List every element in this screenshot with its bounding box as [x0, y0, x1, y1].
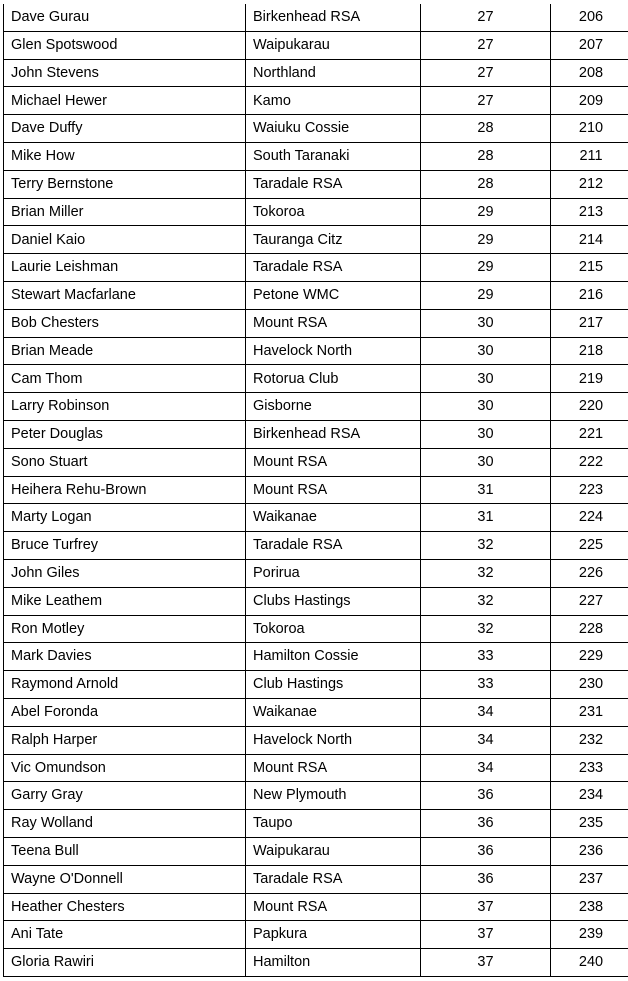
player-name-cell: Heather Chesters [4, 893, 246, 921]
club-cell: Club Hastings [246, 671, 421, 699]
rank-cell: 235 [551, 810, 628, 838]
rank-cell: 208 [551, 59, 628, 87]
rank-cell: 219 [551, 365, 628, 393]
table-row [4, 59, 628, 87]
player-name-cell: Stewart Macfarlane [4, 281, 246, 309]
rank-cell: 212 [551, 170, 628, 198]
score-cell: 30 [421, 337, 551, 365]
rank-cell: 215 [551, 254, 628, 282]
player-name-cell: Abel Foronda [4, 698, 246, 726]
club-cell: Taradale RSA [246, 254, 421, 282]
player-name-cell: Cam Thom [4, 365, 246, 393]
rank-cell: 210 [551, 115, 628, 143]
club-cell: Waikanae [246, 698, 421, 726]
table-row [4, 309, 628, 337]
rank-cell: 234 [551, 782, 628, 810]
score-cell: 27 [421, 31, 551, 59]
rank-cell: 232 [551, 726, 628, 754]
table-row [4, 115, 628, 143]
club-cell: New Plymouth [246, 782, 421, 810]
score-cell: 27 [421, 87, 551, 115]
score-cell: 32 [421, 587, 551, 615]
player-name-cell: Ani Tate [4, 921, 246, 949]
club-cell: South Taranaki [246, 142, 421, 170]
club-cell: Petone WMC [246, 281, 421, 309]
score-cell: 29 [421, 254, 551, 282]
player-name-cell: Mark Davies [4, 643, 246, 671]
rank-cell: 222 [551, 448, 628, 476]
rank-cell: 231 [551, 698, 628, 726]
rank-cell: 223 [551, 476, 628, 504]
table-row [4, 726, 628, 754]
club-cell: Kamo [246, 87, 421, 115]
table-row [4, 170, 628, 198]
score-cell: 37 [421, 893, 551, 921]
club-cell: Tauranga Citz [246, 226, 421, 254]
rank-cell: 225 [551, 532, 628, 560]
player-name-cell: Mike Leathem [4, 587, 246, 615]
rank-cell: 216 [551, 281, 628, 309]
club-cell: Clubs Hastings [246, 587, 421, 615]
club-cell: Birkenhead RSA [246, 4, 421, 31]
player-name-cell: Vic Omundson [4, 754, 246, 782]
table-row [4, 810, 628, 838]
score-cell: 34 [421, 726, 551, 754]
score-cell: 36 [421, 810, 551, 838]
table-row [4, 921, 628, 949]
table-row [4, 532, 628, 560]
score-cell: 32 [421, 559, 551, 587]
table-row [4, 87, 628, 115]
club-cell: Mount RSA [246, 754, 421, 782]
table-row [4, 4, 628, 31]
club-cell: Taradale RSA [246, 865, 421, 893]
table-row [4, 226, 628, 254]
club-cell: Gisborne [246, 393, 421, 421]
club-cell: Havelock North [246, 726, 421, 754]
player-name-cell: Ray Wolland [4, 810, 246, 838]
score-cell: 31 [421, 476, 551, 504]
table-row [4, 504, 628, 532]
player-name-cell: Laurie Leishman [4, 254, 246, 282]
rank-cell: 227 [551, 587, 628, 615]
rank-cell: 236 [551, 837, 628, 865]
club-cell: Taradale RSA [246, 532, 421, 560]
rank-cell: 229 [551, 643, 628, 671]
rank-cell: 221 [551, 420, 628, 448]
club-cell: Mount RSA [246, 476, 421, 504]
player-name-cell: Garry Gray [4, 782, 246, 810]
table-row [4, 198, 628, 226]
results-table-body [4, 4, 628, 976]
score-cell: 34 [421, 754, 551, 782]
player-name-cell: Ralph Harper [4, 726, 246, 754]
table-row [4, 615, 628, 643]
score-cell: 36 [421, 865, 551, 893]
score-cell: 34 [421, 698, 551, 726]
player-name-cell: Marty Logan [4, 504, 246, 532]
table-row [4, 587, 628, 615]
score-cell: 33 [421, 671, 551, 699]
score-cell: 27 [421, 59, 551, 87]
club-cell: Waipukarau [246, 837, 421, 865]
score-cell: 29 [421, 226, 551, 254]
player-name-cell: Raymond Arnold [4, 671, 246, 699]
table-row [4, 559, 628, 587]
player-name-cell: Daniel Kaio [4, 226, 246, 254]
table-row [4, 393, 628, 421]
club-cell: Northland [246, 59, 421, 87]
table-row [4, 865, 628, 893]
player-name-cell: Glen Spotswood [4, 31, 246, 59]
rank-cell: 214 [551, 226, 628, 254]
score-cell: 30 [421, 309, 551, 337]
club-cell: Papkura [246, 921, 421, 949]
score-cell: 30 [421, 393, 551, 421]
score-cell: 28 [421, 142, 551, 170]
player-name-cell: Wayne O'Donnell [4, 865, 246, 893]
player-name-cell: Gloria Rawiri [4, 949, 246, 977]
table-row [4, 893, 628, 921]
table-row [4, 337, 628, 365]
club-cell: Waipukarau [246, 31, 421, 59]
table-row [4, 281, 628, 309]
table-row [4, 420, 628, 448]
player-name-cell: Sono Stuart [4, 448, 246, 476]
score-cell: 36 [421, 782, 551, 810]
score-cell: 27 [421, 4, 551, 31]
player-name-cell: Dave Duffy [4, 115, 246, 143]
rank-cell: 228 [551, 615, 628, 643]
player-name-cell: Larry Robinson [4, 393, 246, 421]
score-cell: 28 [421, 170, 551, 198]
player-name-cell: Terry Bernstone [4, 170, 246, 198]
player-name-cell: Bob Chesters [4, 309, 246, 337]
score-cell: 28 [421, 115, 551, 143]
rank-cell: 230 [551, 671, 628, 699]
table-row [4, 643, 628, 671]
rank-cell: 240 [551, 949, 628, 977]
club-cell: Mount RSA [246, 893, 421, 921]
player-name-cell: Heihera Rehu-Brown [4, 476, 246, 504]
club-cell: Porirua [246, 559, 421, 587]
rank-cell: 213 [551, 198, 628, 226]
table-row [4, 448, 628, 476]
player-name-cell: Brian Meade [4, 337, 246, 365]
rank-cell: 220 [551, 393, 628, 421]
club-cell: Waikanae [246, 504, 421, 532]
player-name-cell: Peter Douglas [4, 420, 246, 448]
score-cell: 32 [421, 615, 551, 643]
score-cell: 30 [421, 365, 551, 393]
score-cell: 29 [421, 281, 551, 309]
score-cell: 32 [421, 532, 551, 560]
rank-cell: 238 [551, 893, 628, 921]
player-name-cell: Dave Gurau [4, 4, 246, 31]
club-cell: Havelock North [246, 337, 421, 365]
rank-cell: 207 [551, 31, 628, 59]
player-name-cell: John Giles [4, 559, 246, 587]
rank-cell: 218 [551, 337, 628, 365]
rank-cell: 211 [551, 142, 628, 170]
club-cell: Tokoroa [246, 615, 421, 643]
score-cell: 30 [421, 420, 551, 448]
club-cell: Mount RSA [246, 448, 421, 476]
rank-cell: 226 [551, 559, 628, 587]
player-name-cell: Bruce Turfrey [4, 532, 246, 560]
table-row [4, 782, 628, 810]
table-row [4, 754, 628, 782]
rank-cell: 206 [551, 4, 628, 31]
club-cell: Hamilton Cossie [246, 643, 421, 671]
player-name-cell: John Stevens [4, 59, 246, 87]
player-name-cell: Mike How [4, 142, 246, 170]
score-cell: 37 [421, 949, 551, 977]
club-cell: Taupo [246, 810, 421, 838]
score-cell: 33 [421, 643, 551, 671]
score-cell: 37 [421, 921, 551, 949]
club-cell: Rotorua Club [246, 365, 421, 393]
rank-cell: 233 [551, 754, 628, 782]
player-name-cell: Brian Miller [4, 198, 246, 226]
results-table [3, 4, 628, 977]
table-row [4, 698, 628, 726]
table-row [4, 949, 628, 977]
rank-cell: 239 [551, 921, 628, 949]
rank-cell: 237 [551, 865, 628, 893]
player-name-cell: Teena Bull [4, 837, 246, 865]
table-row [4, 31, 628, 59]
rank-cell: 209 [551, 87, 628, 115]
score-cell: 29 [421, 198, 551, 226]
club-cell: Birkenhead RSA [246, 420, 421, 448]
table-row [4, 142, 628, 170]
club-cell: Waiuku Cossie [246, 115, 421, 143]
player-name-cell: Michael Hewer [4, 87, 246, 115]
club-cell: Hamilton [246, 949, 421, 977]
table-row [4, 671, 628, 699]
club-cell: Mount RSA [246, 309, 421, 337]
table-row [4, 254, 628, 282]
score-cell: 31 [421, 504, 551, 532]
table-row [4, 837, 628, 865]
rank-cell: 224 [551, 504, 628, 532]
table-row [4, 476, 628, 504]
club-cell: Taradale RSA [246, 170, 421, 198]
player-name-cell: Ron Motley [4, 615, 246, 643]
rank-cell: 217 [551, 309, 628, 337]
table-row [4, 365, 628, 393]
score-cell: 30 [421, 448, 551, 476]
score-cell: 36 [421, 837, 551, 865]
club-cell: Tokoroa [246, 198, 421, 226]
